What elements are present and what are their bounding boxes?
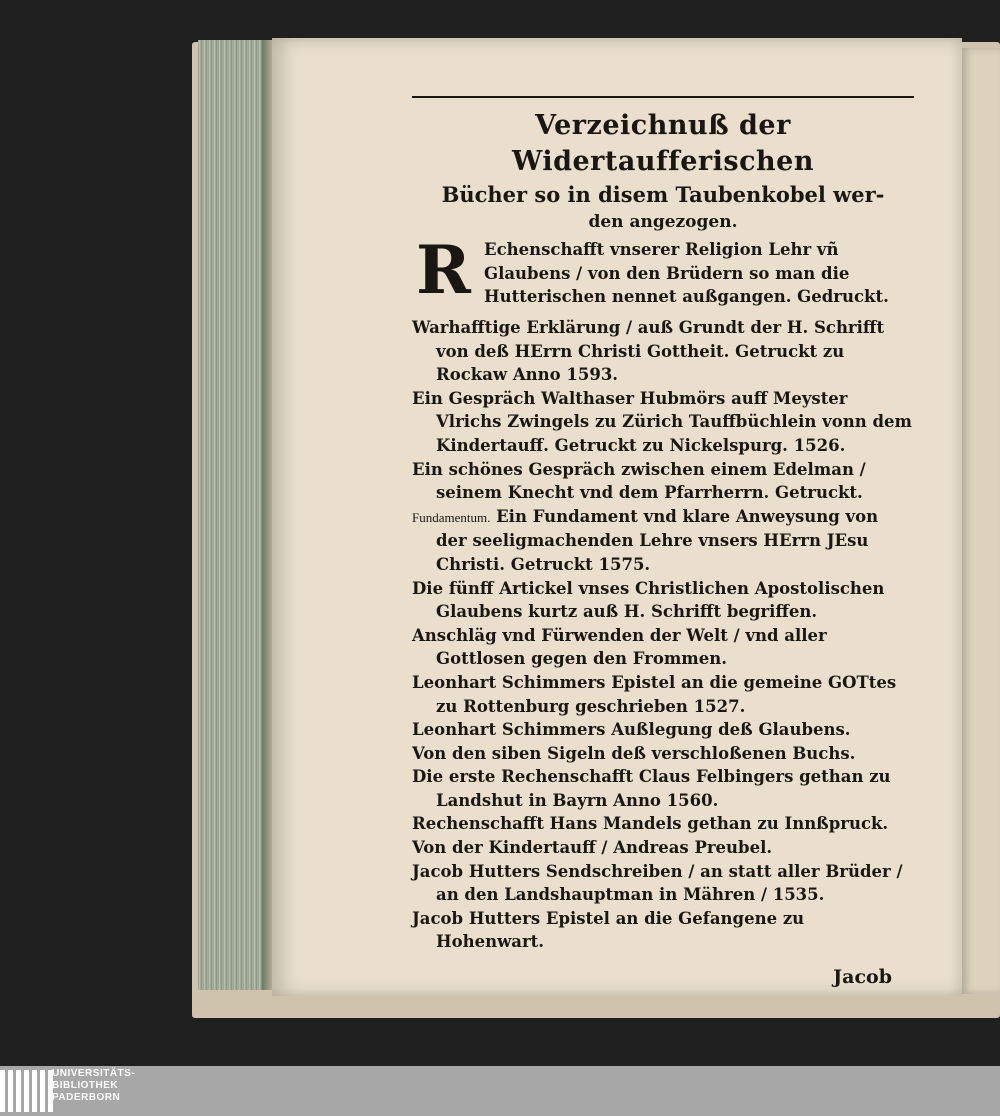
page-content [412, 96, 914, 988]
library-name-line-1: UNIVERSITÄTS- [52, 1068, 136, 1079]
page-title [412, 108, 914, 234]
catalog-entry [412, 718, 914, 742]
catalog-entry [412, 505, 914, 577]
entry-text: Ein schönes Gespräch zwischen einem Edelman / seinem Knecht vnd dem Pfarrherrn. Getruckt. [412, 459, 866, 503]
title-line-1: Verzeichnuß der Widertaufferischen [512, 110, 814, 177]
catalog-entry [412, 765, 914, 812]
catalog-entry [412, 836, 914, 860]
entry-text: Ein Gespräch Walthaser Hubmörs auff Meyster Vlrichs Zwingels zu Zürich Tauffbüchlein vonn dem Kindertauff. Getruckt zu Nickelspurg. 1526. [412, 388, 912, 455]
decorated-initial: R [416, 231, 471, 309]
entry-text: Leonhart Schimmers Epistel an die gemeine GOTtes zu Rottenburg geschrieben 1527. [412, 672, 897, 716]
catalog-entry [412, 671, 914, 718]
catalog-entry [412, 907, 914, 954]
page-edges [198, 40, 272, 990]
library-logo-icon [0, 1070, 53, 1112]
library-name-line-3: PADERBORN [52, 1092, 121, 1103]
entry-text: Die fünff Artickel vnses Christlichen Apostolischen Glaubens kurtz auß H. Schrifft begriffen. [412, 578, 885, 622]
entry-text: Rechenschafft Hans Mandels gethan zu Innßpruck. [412, 814, 889, 834]
library-name-line-2: BIBLIOTHEK [52, 1080, 119, 1091]
entry-text: Jacob Hutters Epistel an die Gefangene zu Hohenwart. [412, 908, 805, 952]
facing-page-edge [960, 48, 1000, 994]
first-entry-text: Echenschafft vnserer Religion Lehr vñ Glaubens / von den Brüdern so man die Hutterischen nennet außgangen. Gedruckt. [484, 240, 889, 307]
catchword: Jacob [833, 966, 892, 989]
library-name [52, 1068, 135, 1104]
title-line-2: Bücher so in disem Taubenkobel wer- [441, 182, 885, 207]
entry-text: Die erste Rechenschafft Claus Felbingers gethan zu Landshut in Bayrn Anno 1560. [412, 767, 891, 810]
catalog-entry [412, 316, 914, 387]
first-entry [412, 231, 914, 316]
catalog-entry [412, 458, 914, 505]
entry-text: Von den siben Sigeln deß verschloßenen Buchs. [412, 743, 856, 763]
entry-text: Leonhart Schimmers Außlegung deß Glaubens. [412, 720, 851, 740]
catalog-entry [412, 387, 914, 458]
catalog-entry [412, 577, 914, 624]
entry-text: Ein Fundament vnd klare Anweysung von der seeligmachenden Lehre vnsers HErrn JEsu Christi. Getruckt 1575. [436, 506, 879, 574]
catalog-entry [412, 624, 914, 671]
margin-note: Fundamentum. [412, 509, 491, 525]
title-line-3: den angezogen. [588, 212, 738, 232]
entry-text: Anschläg vnd Fürwenden der Welt / vnd aller Gottlosen gegen den Frommen. [412, 625, 827, 669]
entry-text: Warhafftige Erklärung / auß Grundt der H. Schrifft von deß HErrn Christi Gottheit. Getruckt zu Rockaw Anno 1593. [412, 318, 885, 385]
catalog-entry [412, 742, 914, 766]
entry-text: Jacob Hutters Sendschreiben / an statt aller Brüder / an den Landshauptman in Mähren / 1535. [412, 861, 903, 905]
catalog-entry [412, 860, 914, 907]
entry-text: Von der Kindertauff / Andreas Preubel. [412, 838, 773, 858]
library-footer [0, 1066, 1000, 1116]
entry-list [412, 316, 914, 954]
catalog-entry [412, 812, 914, 836]
header-rule [412, 96, 914, 98]
